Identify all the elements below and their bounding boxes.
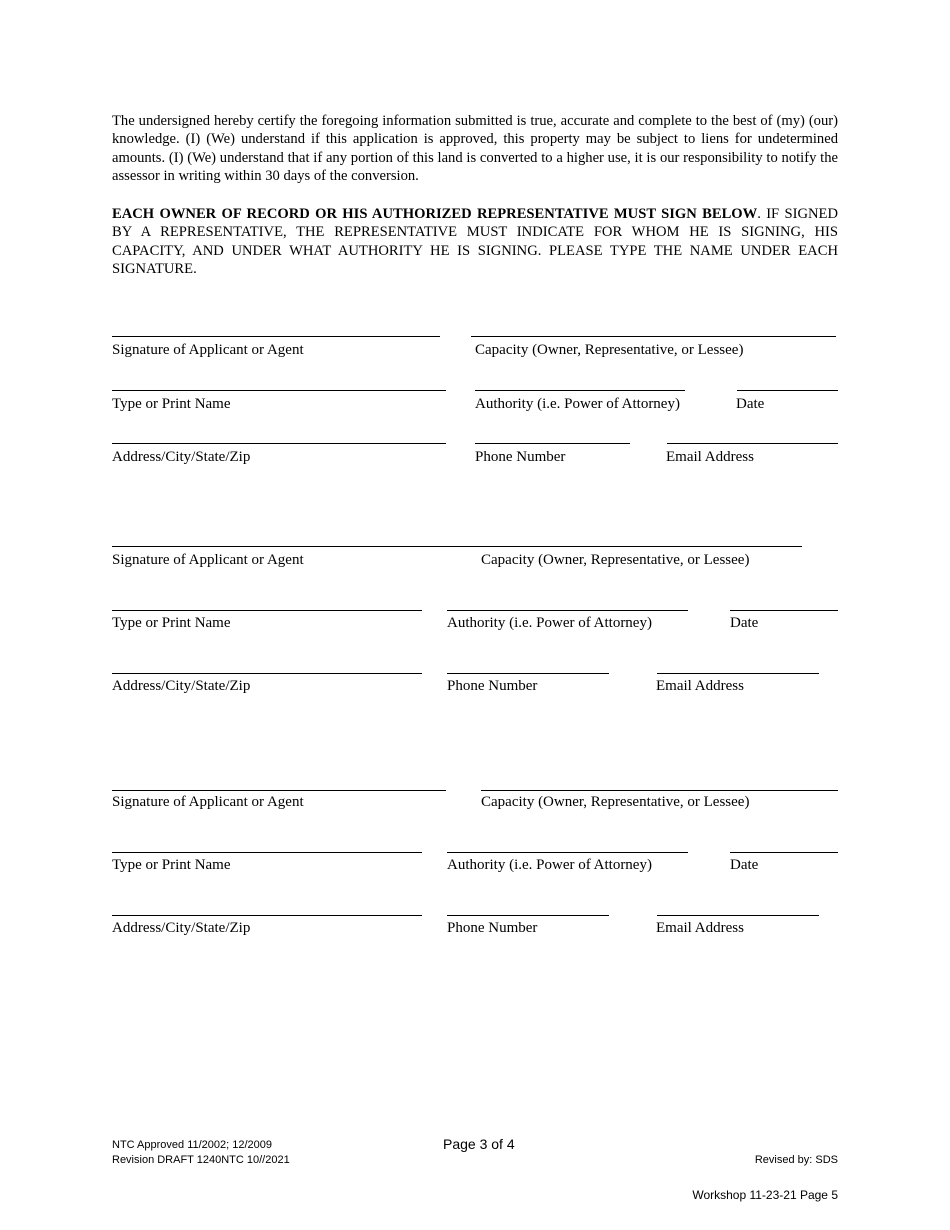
address-label-1: Address/City/State/Zip bbox=[112, 449, 251, 465]
phone-label-1: Phone Number bbox=[475, 449, 566, 465]
address-label-3: Address/City/State/Zip bbox=[112, 920, 251, 936]
date-label-1: Date bbox=[736, 396, 765, 412]
footer-revision: Revision DRAFT 1240NTC 10//2021 bbox=[112, 1154, 290, 1166]
capacity-label-3: Capacity (Owner, Representative, or Lessee) bbox=[481, 794, 750, 810]
phone-label-3: Phone Number bbox=[447, 920, 538, 936]
address-label-2: Address/City/State/Zip bbox=[112, 678, 251, 694]
phone-line-3[interactable] bbox=[447, 915, 609, 916]
name-label-2: Type or Print Name bbox=[112, 615, 231, 631]
signing-instructions bbox=[112, 205, 838, 278]
authority-label-2: Authority (i.e. Power of Attorney) bbox=[447, 615, 652, 631]
signature-line-2[interactable] bbox=[112, 546, 802, 547]
capacity-line-3[interactable] bbox=[481, 790, 838, 791]
name-line-1[interactable] bbox=[112, 390, 446, 391]
authority-label-1: Authority (i.e. Power of Attorney) bbox=[475, 396, 680, 412]
signature-line-3[interactable] bbox=[112, 790, 446, 791]
email-line-3[interactable] bbox=[657, 915, 819, 916]
authority-line-3[interactable] bbox=[447, 852, 688, 853]
email-line-1[interactable] bbox=[667, 443, 838, 444]
email-line-2[interactable] bbox=[657, 673, 819, 674]
email-label-3: Email Address bbox=[656, 920, 744, 936]
capacity-label-2: Capacity (Owner, Representative, or Lessee) bbox=[481, 552, 750, 568]
address-line-3[interactable] bbox=[112, 915, 422, 916]
name-label-1: Type or Print Name bbox=[112, 396, 231, 412]
name-label-3: Type or Print Name bbox=[112, 857, 231, 873]
name-line-2[interactable] bbox=[112, 610, 422, 611]
phone-label-2: Phone Number bbox=[447, 678, 538, 694]
capacity-line-1[interactable] bbox=[471, 336, 836, 337]
instructions-bold: EACH OWNER OF RECORD OR HIS AUTHORIZED REPRESENTATIVE MUST SIGN BELOW bbox=[112, 206, 758, 222]
footer-workshop: Workshop 11-23-21 Page 5 bbox=[692, 1188, 838, 1202]
footer-approved: NTC Approved 11/2002; 12/2009 bbox=[112, 1139, 273, 1151]
authority-label-3: Authority (i.e. Power of Attorney) bbox=[447, 857, 652, 873]
email-label-1: Email Address bbox=[666, 449, 754, 465]
address-line-2[interactable] bbox=[112, 673, 422, 674]
instructions-rest: . IF SIGNED BY A REPRESENTATIVE, THE REPRESENTATIVE MUST INDICATE FOR WHOM HE IS SIGNING, HIS CAPACITY, AND UNDER WHAT AUTHORITY HE IS SIGNING. PLEASE TYPE THE NAME UNDER EACH SIGNATURE. bbox=[112, 206, 838, 277]
date-line-3[interactable] bbox=[730, 852, 838, 853]
email-label-2: Email Address bbox=[656, 678, 744, 694]
signature-label-3: Signature of Applicant or Agent bbox=[112, 794, 304, 810]
phone-line-1[interactable] bbox=[475, 443, 630, 444]
authority-line-2[interactable] bbox=[447, 610, 688, 611]
certification-paragraph: The undersigned hereby certify the foregoing information submitted is true, accurate and complete to the best of (my) (our) knowledge. (I) (We) understand if this application is approved, this property may be subject to liens for undetermined amounts. (I) (We) understand that if any portion of this land is converted to a higher use, it is our responsibility to notify the assessor in writing within 30 days of the conversion. bbox=[112, 113, 838, 184]
date-label-3: Date bbox=[730, 857, 759, 873]
signature-label-2: Signature of Applicant or Agent bbox=[112, 552, 304, 568]
phone-line-2[interactable] bbox=[447, 673, 609, 674]
footer-revised-by: Revised by: SDS bbox=[754, 1154, 838, 1166]
capacity-label-1: Capacity (Owner, Representative, or Lessee) bbox=[475, 342, 744, 358]
signature-label-1: Signature of Applicant or Agent bbox=[112, 342, 304, 358]
date-line-2[interactable] bbox=[730, 610, 838, 611]
address-line-1[interactable] bbox=[112, 443, 446, 444]
date-line-1[interactable] bbox=[737, 390, 838, 391]
name-line-3[interactable] bbox=[112, 852, 422, 853]
page-number: Page 3 of 4 bbox=[443, 1136, 515, 1152]
signature-line-1[interactable] bbox=[112, 336, 440, 337]
authority-line-1[interactable] bbox=[475, 390, 685, 391]
date-label-2: Date bbox=[730, 615, 759, 631]
